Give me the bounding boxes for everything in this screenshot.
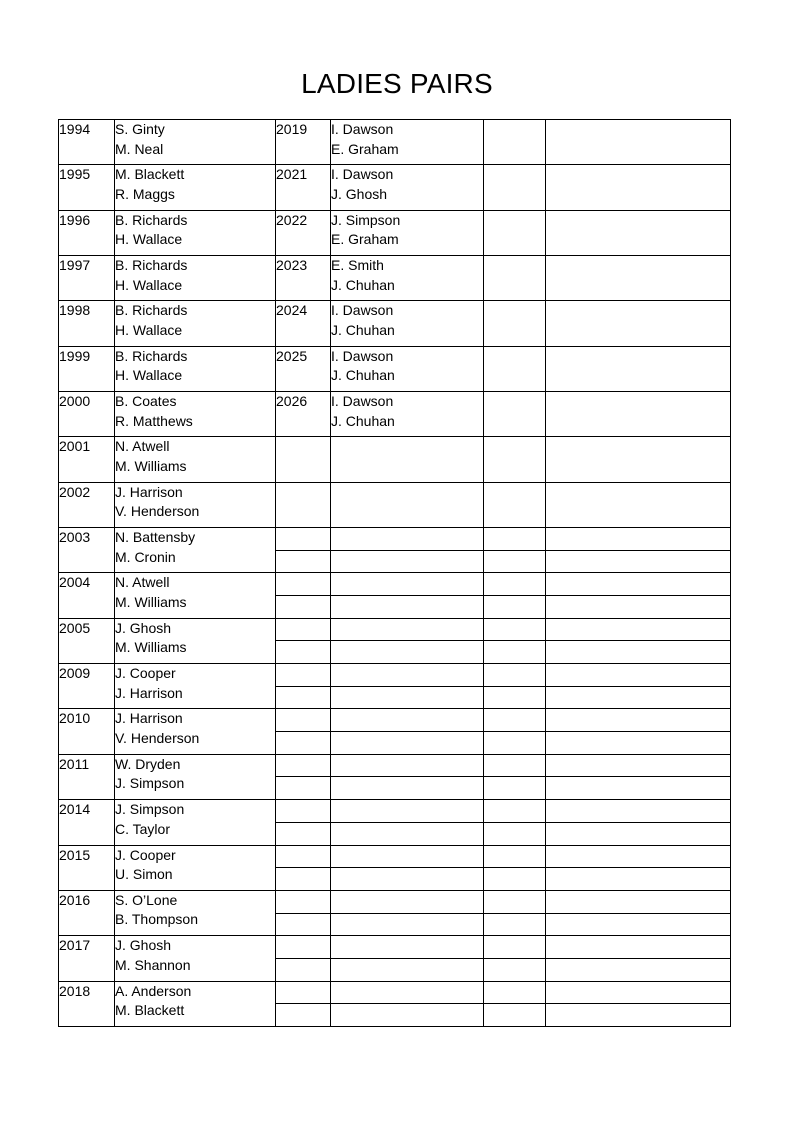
year-cell xyxy=(59,981,115,1026)
year-text: 2023 xyxy=(276,257,308,274)
year-cell xyxy=(59,664,115,709)
blank-cell xyxy=(546,392,731,437)
player-name: J. Simpson xyxy=(115,801,185,818)
player-name: R. Matthews xyxy=(115,412,193,429)
player-name: W. Dryden xyxy=(115,755,181,772)
blank-cell xyxy=(546,732,731,755)
blank-cell xyxy=(331,845,484,868)
blank-cell xyxy=(331,550,484,573)
year-cell xyxy=(59,618,115,663)
year-text: 2019 xyxy=(276,121,308,137)
year-cell xyxy=(59,437,115,482)
blank-cell xyxy=(331,528,484,551)
honours-table xyxy=(58,119,731,1027)
player-name: H. Wallace xyxy=(115,321,183,338)
blank-cell xyxy=(484,301,546,346)
blank-cell xyxy=(484,120,546,165)
blank-cell xyxy=(276,800,331,823)
pair-names-cell xyxy=(331,346,484,391)
table-row xyxy=(59,981,731,1004)
year-text: 2009 xyxy=(59,665,91,682)
blank-cell xyxy=(546,777,731,800)
blank-cell xyxy=(276,482,331,527)
player-name: B. Richards xyxy=(115,302,188,319)
player-name: J. Chuhan xyxy=(331,321,395,338)
blank-cell xyxy=(331,437,484,482)
pair-names-cell xyxy=(115,482,276,527)
year-cell xyxy=(59,482,115,527)
pair-names-cell xyxy=(115,618,276,663)
player-name: S. Ginty xyxy=(115,121,165,137)
table-row xyxy=(59,165,731,210)
pair-names-cell xyxy=(115,709,276,754)
blank-cell xyxy=(331,664,484,687)
pair-names-cell xyxy=(115,664,276,709)
player-name: I. Dawson xyxy=(331,166,394,183)
blank-cell xyxy=(276,845,331,868)
blank-cell xyxy=(276,913,331,936)
pair-names-cell xyxy=(115,528,276,573)
player-name: B. Richards xyxy=(115,347,188,364)
year-cell xyxy=(59,754,115,799)
year-text: 2015 xyxy=(59,846,91,863)
year-cell xyxy=(59,936,115,981)
blank-cell xyxy=(331,596,484,619)
player-name: H. Wallace xyxy=(115,367,183,384)
table-row xyxy=(59,256,731,301)
blank-cell xyxy=(484,890,546,913)
year-cell xyxy=(276,165,331,210)
table-row xyxy=(59,573,731,596)
pair-names-cell xyxy=(115,573,276,618)
blank-cell xyxy=(276,732,331,755)
blank-cell xyxy=(484,165,546,210)
year-cell xyxy=(276,301,331,346)
pair-names-cell xyxy=(115,981,276,1026)
year-text: 1996 xyxy=(59,211,91,228)
table-row xyxy=(59,346,731,391)
player-name: J. Simpson xyxy=(331,211,401,228)
player-name: J. Harrison xyxy=(115,483,183,500)
blank-cell xyxy=(546,346,731,391)
blank-cell xyxy=(484,392,546,437)
blank-cell xyxy=(484,664,546,687)
blank-cell xyxy=(331,868,484,891)
year-cell xyxy=(59,256,115,301)
blank-cell xyxy=(484,482,546,527)
player-name: M. Shannon xyxy=(115,956,191,973)
blank-cell xyxy=(484,913,546,936)
blank-cell xyxy=(484,958,546,981)
blank-cell xyxy=(546,256,731,301)
blank-cell xyxy=(484,437,546,482)
player-name: J. Chuhan xyxy=(331,276,395,293)
blank-cell xyxy=(546,936,731,959)
player-name: V. Henderson xyxy=(115,503,200,520)
blank-cell xyxy=(546,573,731,596)
year-text: 2025 xyxy=(276,347,308,364)
year-text: 1997 xyxy=(59,257,91,274)
blank-cell xyxy=(331,641,484,664)
year-cell xyxy=(59,890,115,935)
table-row xyxy=(59,482,731,527)
player-name: N. Atwell xyxy=(115,574,170,591)
player-name: J. Harrison xyxy=(115,710,183,727)
blank-cell xyxy=(546,210,731,255)
blank-cell xyxy=(331,709,484,732)
player-name: J. Chuhan xyxy=(331,412,395,429)
blank-cell xyxy=(331,573,484,596)
blank-cell xyxy=(276,437,331,482)
blank-cell xyxy=(546,754,731,777)
pair-names-cell xyxy=(115,165,276,210)
blank-cell xyxy=(546,686,731,709)
blank-cell xyxy=(484,777,546,800)
player-name: B. Richards xyxy=(115,257,188,274)
table-row xyxy=(59,301,731,346)
blank-cell xyxy=(484,256,546,301)
player-name: M. Neal xyxy=(115,140,164,157)
blank-cell xyxy=(331,1004,484,1027)
player-name: N. Atwell xyxy=(115,438,170,455)
honours-table-body xyxy=(59,120,731,1027)
blank-cell xyxy=(331,482,484,527)
blank-cell xyxy=(331,958,484,981)
blank-cell xyxy=(546,437,731,482)
blank-cell xyxy=(546,913,731,936)
blank-cell xyxy=(331,981,484,1004)
pair-names-cell xyxy=(331,210,484,255)
blank-cell xyxy=(276,754,331,777)
year-cell xyxy=(59,165,115,210)
year-cell xyxy=(276,210,331,255)
blank-cell xyxy=(331,686,484,709)
pair-names-cell xyxy=(331,392,484,437)
blank-cell xyxy=(484,573,546,596)
blank-cell xyxy=(276,958,331,981)
blank-cell xyxy=(546,618,731,641)
blank-cell xyxy=(484,210,546,255)
year-text: 2003 xyxy=(59,529,91,546)
blank-cell xyxy=(546,709,731,732)
pair-names-cell xyxy=(115,936,276,981)
pair-names-cell xyxy=(115,754,276,799)
year-cell xyxy=(276,392,331,437)
year-text: 1995 xyxy=(59,166,91,183)
year-text: 2014 xyxy=(59,801,91,818)
player-name: N. Battensby xyxy=(115,529,196,546)
blank-cell xyxy=(484,822,546,845)
year-text: 2001 xyxy=(59,438,91,455)
year-cell xyxy=(276,120,331,165)
year-text: 2024 xyxy=(276,302,308,319)
year-cell xyxy=(59,845,115,890)
year-cell xyxy=(276,346,331,391)
player-name: R. Maggs xyxy=(115,185,175,202)
year-text: 2011 xyxy=(59,755,90,772)
blank-cell xyxy=(484,346,546,391)
blank-cell xyxy=(276,981,331,1004)
year-text: 2018 xyxy=(59,982,91,999)
player-name: M. Williams xyxy=(115,457,187,474)
year-text: 1994 xyxy=(59,121,91,137)
player-name: J. Ghosh xyxy=(115,619,172,636)
pair-names-cell xyxy=(115,256,276,301)
year-cell xyxy=(59,528,115,573)
blank-cell xyxy=(331,754,484,777)
pair-names-cell xyxy=(331,165,484,210)
table-row xyxy=(59,618,731,641)
player-name: S. O’Lone xyxy=(115,891,178,908)
player-name: M. Williams xyxy=(115,593,187,610)
player-name: E. Graham xyxy=(331,140,399,157)
year-text: 2005 xyxy=(59,619,91,636)
table-row xyxy=(59,528,731,551)
blank-cell xyxy=(484,686,546,709)
blank-cell xyxy=(331,777,484,800)
blank-cell xyxy=(546,800,731,823)
pair-names-cell xyxy=(115,437,276,482)
year-text: 1999 xyxy=(59,347,91,364)
player-name: M. Blackett xyxy=(115,166,185,183)
blank-cell xyxy=(546,845,731,868)
table-row xyxy=(59,845,731,868)
player-name: I. Dawson xyxy=(331,393,394,410)
blank-cell xyxy=(331,800,484,823)
blank-cell xyxy=(546,664,731,687)
blank-cell xyxy=(484,845,546,868)
blank-cell xyxy=(276,596,331,619)
pair-names-cell xyxy=(115,301,276,346)
year-text: 1998 xyxy=(59,302,91,319)
player-name: M. Williams xyxy=(115,639,187,656)
blank-cell xyxy=(546,981,731,1004)
blank-cell xyxy=(484,754,546,777)
blank-cell xyxy=(276,709,331,732)
blank-cell xyxy=(331,913,484,936)
blank-cell xyxy=(484,868,546,891)
blank-cell xyxy=(276,822,331,845)
pair-names-cell xyxy=(331,256,484,301)
player-name: J. Chuhan xyxy=(331,367,395,384)
blank-cell xyxy=(276,528,331,551)
pair-names-cell xyxy=(115,210,276,255)
table-row xyxy=(59,210,731,255)
year-text: 2026 xyxy=(276,393,308,410)
year-cell xyxy=(59,800,115,845)
pair-names-cell xyxy=(115,392,276,437)
blank-cell xyxy=(484,528,546,551)
blank-cell xyxy=(546,482,731,527)
blank-cell xyxy=(276,618,331,641)
player-name: B. Coates xyxy=(115,393,177,410)
blank-cell xyxy=(331,936,484,959)
blank-cell xyxy=(546,301,731,346)
table-row xyxy=(59,890,731,913)
blank-cell xyxy=(546,528,731,551)
player-name: M. Cronin xyxy=(115,548,176,565)
blank-cell xyxy=(331,890,484,913)
page-title: LADIES PAIRS xyxy=(301,68,493,99)
blank-cell xyxy=(484,709,546,732)
year-text: 2000 xyxy=(59,393,91,410)
pair-names-cell xyxy=(115,800,276,845)
table-row xyxy=(59,664,731,687)
blank-cell xyxy=(276,1004,331,1027)
player-name: V. Henderson xyxy=(115,729,200,746)
table-row xyxy=(59,936,731,959)
year-cell xyxy=(59,301,115,346)
blank-cell xyxy=(546,1004,731,1027)
blank-cell xyxy=(546,120,731,165)
year-cell xyxy=(59,210,115,255)
blank-cell xyxy=(484,550,546,573)
year-text: 2016 xyxy=(59,891,91,908)
blank-cell xyxy=(331,618,484,641)
table-row xyxy=(59,709,731,732)
blank-cell xyxy=(276,936,331,959)
year-text: 2021 xyxy=(276,166,308,183)
player-name: J. Cooper xyxy=(115,846,176,863)
pair-names-cell xyxy=(115,845,276,890)
blank-cell xyxy=(484,981,546,1004)
year-text: 2002 xyxy=(59,483,91,500)
year-text: 2010 xyxy=(59,710,91,727)
blank-cell xyxy=(484,618,546,641)
blank-cell xyxy=(546,165,731,210)
player-name: U. Simon xyxy=(115,866,173,882)
year-cell xyxy=(59,573,115,618)
year-cell xyxy=(59,392,115,437)
year-cell xyxy=(59,120,115,165)
blank-cell xyxy=(331,822,484,845)
player-name: C. Taylor xyxy=(115,820,170,837)
player-name: M. Blackett xyxy=(115,1002,185,1019)
blank-cell xyxy=(276,641,331,664)
blank-cell xyxy=(276,868,331,891)
table-row xyxy=(59,437,731,482)
year-text: 2022 xyxy=(276,211,308,228)
player-name: I. Dawson xyxy=(331,121,394,137)
blank-cell xyxy=(546,958,731,981)
blank-cell xyxy=(276,550,331,573)
blank-cell xyxy=(276,777,331,800)
blank-cell xyxy=(276,664,331,687)
pair-names-cell xyxy=(331,301,484,346)
player-name: J. Harrison xyxy=(115,684,183,701)
blank-cell xyxy=(484,732,546,755)
pair-names-cell xyxy=(115,346,276,391)
year-cell xyxy=(59,709,115,754)
player-name: H. Wallace xyxy=(115,276,183,293)
player-name: J. Simpson xyxy=(115,775,185,792)
year-cell xyxy=(59,346,115,391)
blank-cell xyxy=(276,890,331,913)
blank-cell xyxy=(546,868,731,891)
blank-cell xyxy=(484,641,546,664)
player-name: I. Dawson xyxy=(331,347,394,364)
blank-cell xyxy=(276,573,331,596)
player-name: B. Thompson xyxy=(115,911,199,928)
blank-cell xyxy=(546,550,731,573)
blank-cell xyxy=(276,686,331,709)
blank-cell xyxy=(546,596,731,619)
blank-cell xyxy=(484,800,546,823)
table-row xyxy=(59,120,731,165)
year-cell xyxy=(276,256,331,301)
player-name: H. Wallace xyxy=(115,231,183,248)
player-name: J. Ghosh xyxy=(331,185,388,202)
blank-cell xyxy=(484,596,546,619)
table-row xyxy=(59,392,731,437)
blank-cell xyxy=(484,1004,546,1027)
blank-cell xyxy=(546,641,731,664)
player-name: J. Ghosh xyxy=(115,937,172,954)
player-name: A. Anderson xyxy=(115,982,192,999)
pair-names-cell xyxy=(115,890,276,935)
pair-names-cell xyxy=(115,120,276,165)
year-text: 2017 xyxy=(59,937,91,954)
player-name: E. Smith xyxy=(331,257,384,274)
table-row xyxy=(59,800,731,823)
player-name: E. Graham xyxy=(331,231,399,248)
player-name: J. Cooper xyxy=(115,665,176,682)
year-text: 2004 xyxy=(59,574,91,591)
pair-names-cell xyxy=(331,120,484,165)
blank-cell xyxy=(546,890,731,913)
blank-cell xyxy=(546,822,731,845)
blank-cell xyxy=(484,936,546,959)
player-name: I. Dawson xyxy=(331,302,394,319)
table-row xyxy=(59,754,731,777)
player-name: B. Richards xyxy=(115,211,188,228)
blank-cell xyxy=(331,732,484,755)
